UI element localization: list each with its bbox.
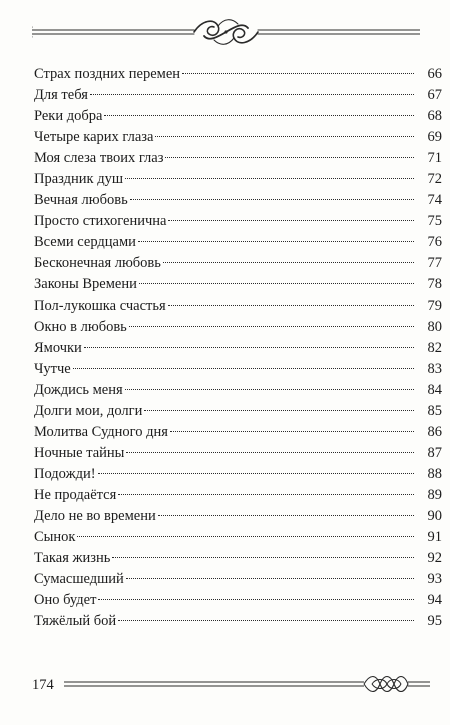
toc-dot-leader bbox=[139, 283, 414, 284]
toc-entry bbox=[34, 127, 442, 148]
toc-entry bbox=[34, 359, 442, 380]
toc-entry bbox=[34, 443, 442, 464]
toc-entry-title: Сынок bbox=[34, 529, 76, 546]
toc-entry-title: Страх поздних перемен bbox=[34, 66, 181, 82]
toc-entry-title: Окно в любовь bbox=[34, 318, 127, 335]
toc-entry-page: 86 bbox=[427, 423, 442, 440]
toc-entry-page: 72 bbox=[427, 171, 442, 188]
toc-entry-page: 93 bbox=[427, 571, 442, 588]
toc-entry-title: Подожди! bbox=[34, 465, 96, 482]
toc-dot-leader bbox=[170, 431, 414, 432]
toc-entry bbox=[34, 148, 442, 169]
toc-entry bbox=[34, 506, 442, 527]
toc-dot-leader bbox=[90, 94, 414, 95]
toc-entry-page: 87 bbox=[427, 444, 442, 461]
toc-dot-leader bbox=[163, 262, 414, 263]
toc-entry-title: Четыре карих глаза bbox=[34, 129, 154, 146]
toc-entry-title: Для тебя bbox=[34, 87, 88, 104]
toc-entry bbox=[34, 190, 442, 211]
toc-entry-title: Всеми сердцами bbox=[34, 234, 136, 251]
toc-entry bbox=[34, 253, 442, 274]
toc-entry-title: Просто стихогенична bbox=[34, 213, 167, 230]
toc-entry bbox=[34, 296, 442, 317]
toc-entry bbox=[34, 401, 442, 422]
toc-entry-title: Такая жизнь bbox=[34, 550, 111, 567]
toc-dot-leader bbox=[182, 73, 414, 74]
toc-entry-title: Дело не во времени bbox=[34, 507, 156, 524]
toc-entry-title: Не продаётся bbox=[34, 486, 117, 503]
toc-entry-page: 82 bbox=[427, 339, 442, 356]
toc-entry-page: 88 bbox=[427, 465, 442, 482]
toc-dot-leader bbox=[158, 515, 414, 516]
toc-entry-title: Пол-лукошка счастья bbox=[34, 297, 166, 314]
toc-entry bbox=[34, 590, 442, 611]
toc-dot-leader bbox=[98, 473, 414, 474]
toc-entry-page: 76 bbox=[427, 234, 442, 251]
toc-entry-title: Долги мои, долги bbox=[34, 402, 143, 419]
toc-dot-leader bbox=[125, 178, 414, 179]
toc-entry-title: Молитва Судного дня bbox=[34, 423, 168, 440]
toc-dot-leader bbox=[126, 452, 414, 453]
toc-entry-title: Чутче bbox=[34, 360, 71, 377]
toc-dot-leader bbox=[165, 157, 414, 158]
toc-dot-leader bbox=[84, 347, 414, 348]
toc-entry-page: 91 bbox=[427, 529, 442, 546]
toc-entry-page: 84 bbox=[427, 381, 442, 398]
toc-entry-page: 90 bbox=[427, 507, 442, 524]
toc-entry-page: 71 bbox=[427, 150, 442, 167]
toc-dot-leader bbox=[144, 410, 414, 411]
toc-entry-page: 79 bbox=[427, 297, 442, 314]
toc-dot-leader bbox=[112, 557, 414, 558]
toc-entry-title: Праздник душ bbox=[34, 171, 123, 188]
toc-entry bbox=[34, 211, 442, 232]
toc-entry bbox=[34, 422, 442, 443]
toc-dot-leader bbox=[168, 220, 414, 221]
toc-entry-title: Ночные тайны bbox=[34, 444, 125, 461]
decorative-flourish-icon bbox=[32, 14, 420, 50]
toc-entry bbox=[34, 274, 442, 295]
toc-entry-page: 95 bbox=[427, 613, 442, 630]
toc-dot-leader bbox=[98, 599, 414, 600]
toc-entry bbox=[34, 380, 442, 401]
toc-entry-page: 85 bbox=[427, 402, 442, 419]
toc-entry-title: Моя слеза твоих глаз bbox=[34, 150, 164, 167]
toc-dot-leader bbox=[130, 199, 414, 200]
toc-entry bbox=[34, 232, 442, 253]
toc-entry-page: 75 bbox=[427, 213, 442, 230]
toc-dot-leader bbox=[126, 578, 414, 579]
toc-entry-page: 74 bbox=[427, 192, 442, 209]
toc-entry-page: 83 bbox=[427, 360, 442, 377]
knot-border-icon bbox=[64, 672, 430, 696]
toc-entry-page: 78 bbox=[427, 276, 442, 293]
toc-entry-title: Реки добра bbox=[34, 108, 103, 125]
toc-dot-leader bbox=[155, 136, 414, 137]
toc-entry-page: 77 bbox=[427, 255, 442, 272]
toc-dot-leader bbox=[77, 536, 414, 537]
toc-entry bbox=[34, 317, 442, 338]
toc-entry bbox=[34, 64, 442, 85]
toc-entry-title: Бесконечная любовь bbox=[34, 255, 161, 272]
toc-entry bbox=[34, 464, 442, 485]
table-of-contents bbox=[34, 64, 442, 632]
toc-entry-page: 80 bbox=[427, 318, 442, 335]
toc-entry bbox=[34, 569, 442, 590]
toc-entry-page: 67 bbox=[427, 87, 442, 104]
toc-entry-page: 68 bbox=[427, 108, 442, 125]
toc-dot-leader bbox=[129, 326, 414, 327]
toc-entry bbox=[34, 106, 442, 127]
toc-dot-leader bbox=[104, 115, 414, 116]
toc-entry-title: Тяжёлый бой bbox=[34, 613, 117, 630]
toc-entry-page: 69 bbox=[427, 129, 442, 146]
toc-entry-title: Сумасшедший bbox=[34, 571, 124, 588]
toc-entry-title: Законы Времени bbox=[34, 276, 137, 293]
toc-entry-title: Дождись меня bbox=[34, 381, 123, 398]
toc-entry-page: 92 bbox=[427, 550, 442, 567]
toc-dot-leader bbox=[118, 494, 414, 495]
toc-entry-page: 89 bbox=[427, 486, 442, 503]
toc-dot-leader bbox=[168, 305, 414, 306]
toc-entry bbox=[34, 485, 442, 506]
toc-entry bbox=[34, 548, 442, 569]
toc-entry bbox=[34, 527, 442, 548]
toc-entry bbox=[34, 169, 442, 190]
toc-dot-leader bbox=[125, 389, 414, 390]
toc-entry-title: Вечная любовь bbox=[34, 192, 128, 209]
toc-entry-title: Оно будет bbox=[34, 592, 97, 609]
toc-entry bbox=[34, 85, 442, 106]
toc-dot-leader bbox=[73, 368, 414, 369]
toc-dot-leader bbox=[138, 241, 414, 242]
toc-entry-page: 66 bbox=[427, 66, 442, 82]
toc-dot-leader bbox=[118, 620, 414, 621]
toc-entry-page: 94 bbox=[427, 592, 442, 609]
page-number: 174 bbox=[32, 677, 54, 693]
toc-entry-title: Ямочки bbox=[34, 339, 82, 356]
toc-entry bbox=[34, 338, 442, 359]
toc-entry bbox=[34, 611, 442, 632]
